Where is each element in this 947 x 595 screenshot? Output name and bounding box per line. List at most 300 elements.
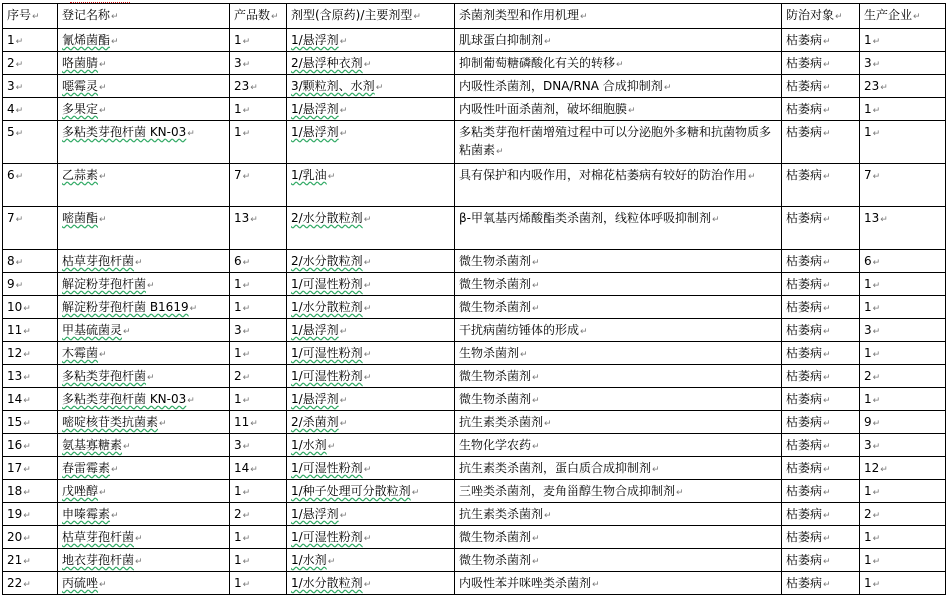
table-body	[3, 29, 946, 595]
paragraph-mark-icon: ↵	[99, 83, 107, 93]
formulation-cell: 3/颗粒剂、水剂↵	[287, 75, 455, 98]
paragraph-mark-icon: ↵	[496, 147, 504, 157]
paragraph-mark-icon: ↵	[823, 373, 831, 383]
formulation-cell: 1/水分散粒剂↵	[287, 572, 455, 595]
paragraph-mark-icon: ↵	[111, 465, 119, 475]
paragraph-mark-icon: ↵	[872, 350, 881, 360]
paragraph-mark-icon: ↵	[532, 258, 540, 268]
target-disease-cell: 枯萎病↵	[782, 572, 860, 595]
paragraph-mark-icon: ↵	[15, 37, 24, 47]
paragraph-mark-icon: ↵	[544, 419, 552, 429]
table-row	[3, 411, 946, 434]
formulation-cell: 1/悬浮剂↵	[287, 319, 455, 342]
paragraph-mark-icon: ↵	[823, 511, 831, 521]
paragraph-mark-icon: ↵	[23, 327, 31, 337]
paragraph-mark-icon: ↵	[532, 396, 540, 406]
registration-name-cell: 甲基硫菌灵↵	[58, 319, 230, 342]
mechanism-cell: 生物化学农药↵	[455, 434, 782, 457]
paragraph-mark-icon: ↵	[872, 419, 881, 429]
registration-name-cell: 咯菌腈↵	[58, 52, 230, 75]
paragraph-mark-icon: ↵	[823, 465, 831, 475]
table-row	[3, 273, 946, 296]
paragraph-mark-icon: ↵	[135, 557, 143, 567]
paragraph-mark-icon: ↵	[147, 281, 155, 291]
paragraph-mark-icon: ↵	[823, 580, 831, 590]
paragraph-mark-icon: ↵	[363, 580, 372, 590]
manufacturer-count-cell: 1↵	[860, 29, 946, 52]
product-count-cell: 1↵	[230, 342, 287, 365]
table-row	[3, 207, 946, 250]
mechanism-cell: 抗生素类杀菌剂，蛋白质合成抑制剂↵	[455, 457, 782, 480]
mechanism-cell: 抗生素类杀菌剂↵	[455, 411, 782, 434]
manufacturer-count-cell: 3↵	[860, 434, 946, 457]
paragraph-mark-icon: ↵	[99, 580, 107, 590]
paragraph-mark-icon: ↵	[111, 511, 119, 521]
paragraph-mark-icon: ↵	[628, 106, 636, 116]
paragraph-mark-icon: ↵	[363, 281, 372, 291]
mechanism-cell: 微生物杀菌剂↵	[455, 549, 782, 572]
registration-name-cell: 解淀粉芽孢杆菌↵	[58, 273, 230, 296]
row-number-cell: 14↵	[3, 388, 58, 411]
table-row	[3, 52, 946, 75]
paragraph-mark-icon: ↵	[23, 557, 31, 567]
paragraph-mark-icon: ↵	[880, 83, 888, 93]
paragraph-mark-icon: ↵	[823, 350, 831, 360]
target-disease-cell: 枯萎病↵	[782, 365, 860, 388]
manufacturer-count-cell: 1↵	[860, 273, 946, 296]
mechanism-cell: 内吸性苯并咪唑类杀菌剂↵	[455, 572, 782, 595]
formulation-cell: 1/悬浮剂↵	[287, 98, 455, 121]
paragraph-mark-icon: ↵	[363, 304, 372, 314]
paragraph-mark-icon: ↵	[242, 557, 251, 567]
paragraph-mark-icon: ↵	[242, 129, 251, 139]
paragraph-mark-icon: ↵	[872, 281, 881, 291]
paragraph-mark-icon: ↵	[823, 172, 831, 182]
product-count-cell: 3↵	[230, 52, 287, 75]
paragraph-mark-icon: ↵	[23, 304, 31, 314]
product-count-cell: 23↵	[230, 75, 287, 98]
paragraph-mark-icon: ↵	[339, 106, 348, 116]
header-cell: 防治对象↵	[782, 4, 860, 29]
table-row	[3, 480, 946, 503]
paragraph-mark-icon: ↵	[532, 534, 540, 544]
mechanism-cell: β-甲氧基丙烯酸酯类杀菌剂，线粒体呼吸抑制剂↵	[455, 207, 782, 250]
formulation-cell: 1/悬浮剂↵	[287, 503, 455, 526]
table-row	[3, 164, 946, 207]
paragraph-mark-icon: ↵	[99, 106, 107, 116]
formulation-cell: 1/乳油↵	[287, 164, 455, 207]
paragraph-mark-icon: ↵	[411, 488, 420, 498]
paragraph-mark-icon: ↵	[544, 37, 552, 47]
product-count-cell: 1↵	[230, 572, 287, 595]
product-count-cell: 1↵	[230, 121, 287, 164]
paragraph-mark-icon: ↵	[15, 106, 24, 116]
mechanism-cell: 多粘类芽孢杆菌增殖过程中可以分泌胞外多糖和抗菌物质多粘菌素↵	[455, 121, 782, 164]
paragraph-mark-icon: ↵	[748, 172, 756, 182]
row-number-cell: 12↵	[3, 342, 58, 365]
paragraph-mark-icon: ↵	[363, 534, 372, 544]
manufacturer-count-cell: 12↵	[860, 457, 946, 480]
manufacturer-count-cell: 13↵	[860, 207, 946, 250]
paragraph-mark-icon: ↵	[99, 172, 107, 182]
registration-name-cell: 丙硫唑↵	[58, 572, 230, 595]
registration-name-cell: 枯草芽孢杆菌↵	[58, 250, 230, 273]
product-count-cell: 14↵	[230, 457, 287, 480]
registration-name-cell: 解淀粉芽孢杆菌 B1619↵	[58, 296, 230, 319]
manufacturer-count-cell: 1↵	[860, 572, 946, 595]
product-count-cell: 2↵	[230, 503, 287, 526]
paragraph-mark-icon: ↵	[23, 396, 31, 406]
product-count-cell: 1↵	[230, 526, 287, 549]
target-disease-cell: 枯萎病↵	[782, 503, 860, 526]
table-row	[3, 549, 946, 572]
paragraph-mark-icon: ↵	[872, 442, 881, 452]
table-row	[3, 319, 946, 342]
paragraph-mark-icon: ↵	[187, 396, 195, 406]
table-row	[3, 434, 946, 457]
row-number-cell: 21↵	[3, 549, 58, 572]
paragraph-mark-icon: ↵	[23, 465, 31, 475]
product-count-cell: 1↵	[230, 29, 287, 52]
row-number-cell: 3↵	[3, 75, 58, 98]
mechanism-cell: 微生物杀菌剂↵	[455, 273, 782, 296]
paragraph-mark-icon: ↵	[880, 465, 888, 475]
paragraph-mark-icon: ↵	[532, 304, 540, 314]
paragraph-mark-icon: ↵	[676, 488, 684, 498]
paragraph-mark-icon: ↵	[242, 327, 251, 337]
paragraph-mark-icon: ↵	[339, 511, 348, 521]
paragraph-mark-icon: ↵	[23, 419, 31, 429]
paragraph-mark-icon: ↵	[15, 172, 24, 182]
paragraph-mark-icon: ↵	[242, 281, 251, 291]
manufacturer-count-cell: 1↵	[860, 342, 946, 365]
paragraph-mark-icon: ↵	[242, 60, 251, 70]
paragraph-mark-icon: ↵	[375, 83, 384, 93]
paragraph-mark-icon: ↵	[123, 442, 131, 452]
paragraph-mark-icon: ↵	[823, 215, 831, 225]
paragraph-mark-icon: ↵	[872, 488, 881, 498]
target-disease-cell: 枯萎病↵	[782, 273, 860, 296]
target-disease-cell: 枯萎病↵	[782, 75, 860, 98]
paragraph-mark-icon: ↵	[15, 281, 24, 291]
paragraph-mark-icon: ↵	[823, 83, 831, 93]
mechanism-cell: 微生物杀菌剂↵	[455, 526, 782, 549]
row-number-cell: 16↵	[3, 434, 58, 457]
product-count-cell: 1↵	[230, 480, 287, 503]
row-number-cell: 8↵	[3, 250, 58, 273]
paragraph-mark-icon: ↵	[250, 215, 258, 225]
formulation-cell: 2/水分散粒剂↵	[287, 250, 455, 273]
mechanism-cell: 微生物杀菌剂↵	[455, 388, 782, 411]
paragraph-mark-icon: ↵	[823, 534, 831, 544]
paragraph-mark-icon: ↵	[250, 465, 258, 475]
table-row	[3, 250, 946, 273]
formulation-cell: 1/水剂↵	[287, 434, 455, 457]
row-number-cell: 7↵	[3, 207, 58, 250]
paragraph-mark-icon: ↵	[242, 488, 251, 498]
formulation-cell: 1/种子处理可分散粒剂↵	[287, 480, 455, 503]
product-count-cell: 1↵	[230, 296, 287, 319]
target-disease-cell: 枯萎病↵	[782, 164, 860, 207]
mechanism-cell: 微生物杀菌剂↵	[455, 365, 782, 388]
paragraph-mark-icon: ↵	[242, 511, 251, 521]
paragraph-mark-icon: ↵	[242, 350, 251, 360]
target-disease-cell: 枯萎病↵	[782, 549, 860, 572]
target-disease-cell: 枯萎病↵	[782, 319, 860, 342]
manufacturer-count-cell: 2↵	[860, 365, 946, 388]
paragraph-mark-icon: ↵	[23, 373, 31, 383]
paragraph-mark-icon: ↵	[532, 281, 540, 291]
product-count-cell: 13↵	[230, 207, 287, 250]
target-disease-cell: 枯萎病↵	[782, 296, 860, 319]
paragraph-mark-icon: ↵	[242, 534, 251, 544]
target-disease-cell: 枯萎病↵	[782, 388, 860, 411]
header-cell: 序号↵	[3, 4, 58, 29]
formulation-cell: 1/可湿性粉剂↵	[287, 365, 455, 388]
paragraph-mark-icon: ↵	[23, 442, 31, 452]
paragraph-mark-icon: ↵	[823, 557, 831, 567]
table-row	[3, 572, 946, 595]
table-row	[3, 526, 946, 549]
paragraph-mark-icon: ↵	[250, 83, 258, 93]
target-disease-cell: 枯萎病↵	[782, 250, 860, 273]
paragraph-mark-icon: ↵	[15, 60, 24, 70]
row-number-cell: 6↵	[3, 164, 58, 207]
paragraph-mark-icon: ↵	[23, 511, 31, 521]
paragraph-mark-icon: ↵	[99, 350, 107, 360]
formulation-cell: 1/水剂↵	[287, 549, 455, 572]
registration-name-cell: 嘧菌酯↵	[58, 207, 230, 250]
paragraph-mark-icon: ↵	[339, 419, 348, 429]
mechanism-cell: 肌球蛋白抑制剂↵	[455, 29, 782, 52]
paragraph-mark-icon: ↵	[187, 129, 195, 139]
mechanism-cell: 干扰病菌纺锤体的形成↵	[455, 319, 782, 342]
paragraph-mark-icon: ↵	[872, 327, 881, 337]
registration-name-cell: 戊唑醇↵	[58, 480, 230, 503]
formulation-cell: 1/悬浮剂↵	[287, 29, 455, 52]
table-row	[3, 388, 946, 411]
paragraph-mark-icon: ↵	[872, 172, 881, 182]
manufacturer-count-cell: 2↵	[860, 503, 946, 526]
table-row	[3, 365, 946, 388]
paragraph-mark-icon: ↵	[872, 106, 881, 116]
paragraph-mark-icon: ↵	[242, 373, 251, 383]
mechanism-cell: 内吸性叶面杀菌剂，破坏细胞膜↵	[455, 98, 782, 121]
paragraph-mark-icon: ↵	[532, 557, 540, 567]
paragraph-mark-icon: ↵	[242, 37, 251, 47]
product-count-cell: 2↵	[230, 365, 287, 388]
paragraph-mark-icon: ↵	[339, 327, 348, 337]
registration-name-cell: 多粘类芽孢杆菌 KN-03↵	[58, 388, 230, 411]
registration-name-cell: 乙蒜素↵	[58, 164, 230, 207]
header-cell: 杀菌剂类型和作用机理↵	[455, 4, 782, 29]
table-row	[3, 296, 946, 319]
row-number-cell: 10↵	[3, 296, 58, 319]
manufacturer-count-cell: 9↵	[860, 411, 946, 434]
paragraph-mark-icon: ↵	[823, 419, 831, 429]
product-count-cell: 11↵	[230, 411, 287, 434]
paragraph-mark-icon: ↵	[327, 172, 336, 182]
manufacturer-count-cell: 7↵	[860, 164, 946, 207]
paragraph-mark-icon: ↵	[580, 327, 588, 337]
product-count-cell: 1↵	[230, 273, 287, 296]
paragraph-mark-icon: ↵	[159, 419, 167, 429]
row-number-cell: 17↵	[3, 457, 58, 480]
paragraph-mark-icon: ↵	[823, 304, 831, 314]
paragraph-mark-icon: ↵	[339, 129, 348, 139]
paragraph-mark-icon: ↵	[872, 557, 881, 567]
paragraph-mark-icon: ↵	[99, 215, 107, 225]
paragraph-mark-icon: ↵	[823, 258, 831, 268]
product-count-cell: 6↵	[230, 250, 287, 273]
formulation-cell: 1/悬浮剂↵	[287, 388, 455, 411]
paragraph-mark-icon: ↵	[823, 129, 831, 139]
formulation-cell: 1/悬浮剂↵	[287, 121, 455, 164]
registration-name-cell: 木霉菌↵	[58, 342, 230, 365]
paragraph-mark-icon: ↵	[327, 442, 336, 452]
paragraph-mark-icon: ↵	[339, 396, 348, 406]
paragraph-mark-icon: ↵	[242, 304, 251, 314]
paragraph-mark-icon: ↵	[872, 129, 881, 139]
paragraph-mark-icon: ↵	[23, 350, 31, 360]
target-disease-cell: 枯萎病↵	[782, 526, 860, 549]
paragraph-mark-icon: ↵	[823, 106, 831, 116]
paragraph-mark-icon: ↵	[520, 350, 528, 360]
paragraph-mark-icon: ↵	[712, 215, 720, 225]
target-disease-cell: 枯萎病↵	[782, 98, 860, 121]
row-number-cell: 4↵	[3, 98, 58, 121]
formulation-cell: 2/水分散粒剂↵	[287, 207, 455, 250]
row-number-cell: 19↵	[3, 503, 58, 526]
paragraph-mark-icon: ↵	[823, 442, 831, 452]
registration-name-cell: 噁霉灵↵	[58, 75, 230, 98]
paragraph-mark-icon: ↵	[872, 373, 881, 383]
paragraph-mark-icon: ↵	[99, 60, 107, 70]
paragraph-mark-icon: ↵	[242, 258, 251, 268]
target-disease-cell: 枯萎病↵	[782, 52, 860, 75]
formulation-cell: 1/水分散粒剂↵	[287, 296, 455, 319]
row-number-cell: 2↵	[3, 52, 58, 75]
row-number-cell: 9↵	[3, 273, 58, 296]
table-header-row	[3, 4, 946, 29]
target-disease-cell: 枯萎病↵	[782, 480, 860, 503]
paragraph-mark-icon: ↵	[15, 258, 24, 268]
paragraph-mark-icon: ↵	[339, 37, 348, 47]
product-count-cell: 1↵	[230, 388, 287, 411]
table-row	[3, 457, 946, 480]
target-disease-cell: 枯萎病↵	[782, 207, 860, 250]
formulation-cell: 1/可湿性粉剂↵	[287, 457, 455, 480]
header-cell: 生产企业↵	[860, 4, 946, 29]
mechanism-cell: 抗生素类杀菌剂↵	[455, 503, 782, 526]
paragraph-mark-icon: ↵	[363, 60, 372, 70]
table-row	[3, 29, 946, 52]
manufacturer-count-cell: 3↵	[860, 319, 946, 342]
table-row	[3, 342, 946, 365]
row-number-cell: 1↵	[3, 29, 58, 52]
mechanism-cell: 抑制葡萄糖磷酸化有关的转移↵	[455, 52, 782, 75]
table-row	[3, 121, 946, 164]
target-disease-cell: 枯萎病↵	[782, 457, 860, 480]
formulation-cell: 2/悬浮种衣剂↵	[287, 52, 455, 75]
manufacturer-count-cell: 1↵	[860, 480, 946, 503]
row-number-cell: 5↵	[3, 121, 58, 164]
table-row	[3, 503, 946, 526]
paragraph-mark-icon: ↵	[250, 419, 258, 429]
paragraph-mark-icon: ↵	[242, 106, 251, 116]
paragraph-mark-icon: ↵	[616, 60, 624, 70]
paragraph-mark-icon: ↵	[23, 580, 31, 590]
paragraph-mark-icon: ↵	[242, 580, 251, 590]
paragraph-mark-icon: ↵	[189, 304, 198, 314]
fungicide-registration-table	[2, 3, 946, 595]
paragraph-mark-icon: ↵	[363, 215, 372, 225]
manufacturer-count-cell: 1↵	[860, 388, 946, 411]
paragraph-mark-icon: ↵	[872, 37, 881, 47]
paragraph-mark-icon: ↵	[872, 511, 881, 521]
paragraph-mark-icon: ↵	[135, 534, 143, 544]
paragraph-mark-icon: ↵	[99, 488, 107, 498]
registration-name-cell: 申嗪霉素↵	[58, 503, 230, 526]
registration-name-cell: 地衣芽孢杆菌↵	[58, 549, 230, 572]
paragraph-mark-icon: ↵	[823, 37, 831, 47]
paragraph-mark-icon: ↵	[242, 172, 251, 182]
paragraph-mark-icon: ↵	[544, 511, 552, 521]
manufacturer-count-cell: 3↵	[860, 52, 946, 75]
target-disease-cell: 枯萎病↵	[782, 342, 860, 365]
product-count-cell: 1↵	[230, 98, 287, 121]
paragraph-mark-icon: ↵	[872, 580, 881, 590]
paragraph-mark-icon: ↵	[363, 373, 372, 383]
registration-name-cell: 多粘类芽孢杆菌↵	[58, 365, 230, 388]
manufacturer-count-cell: 6↵	[860, 250, 946, 273]
formulation-cell: 1/可湿性粉剂↵	[287, 273, 455, 296]
paragraph-mark-icon: ↵	[23, 488, 31, 498]
paragraph-mark-icon: ↵	[532, 373, 540, 383]
manufacturer-count-cell: 1↵	[860, 121, 946, 164]
formulation-cell: 1/可湿性粉剂↵	[287, 342, 455, 365]
paragraph-mark-icon: ↵	[123, 327, 131, 337]
paragraph-mark-icon: ↵	[872, 534, 881, 544]
paragraph-mark-icon: ↵	[823, 327, 831, 337]
registration-name-cell: 枯草芽孢杆菌↵	[58, 526, 230, 549]
manufacturer-count-cell: 1↵	[860, 98, 946, 121]
target-disease-cell: 枯萎病↵	[782, 121, 860, 164]
paragraph-mark-icon: ↵	[823, 488, 831, 498]
paragraph-mark-icon: ↵	[872, 258, 881, 268]
paragraph-mark-icon: ↵	[872, 304, 881, 314]
paragraph-mark-icon: ↵	[242, 396, 251, 406]
mechanism-cell: 微生物杀菌剂↵	[455, 250, 782, 273]
paragraph-mark-icon: ↵	[872, 396, 881, 406]
row-number-cell: 20↵	[3, 526, 58, 549]
row-number-cell: 13↵	[3, 365, 58, 388]
paragraph-mark-icon: ↵	[532, 442, 540, 452]
manufacturer-count-cell: 1↵	[860, 526, 946, 549]
header-cell: 产品数↵	[230, 4, 287, 29]
header-cell: 登记名称↵	[58, 4, 230, 29]
paragraph-mark-icon: ↵	[823, 281, 831, 291]
registration-name-cell: 氰烯菌酯↵	[58, 29, 230, 52]
paragraph-mark-icon: ↵	[147, 373, 155, 383]
paragraph-mark-icon: ↵	[363, 258, 372, 268]
mechanism-cell: 三唑类杀菌剂，麦角甾醇生物合成抑制剂↵	[455, 480, 782, 503]
product-count-cell: 7↵	[230, 164, 287, 207]
registration-name-cell: 氨基寡糖素↵	[58, 434, 230, 457]
paragraph-mark-icon: ↵	[872, 60, 881, 70]
registration-name-cell: 春雷霉素↵	[58, 457, 230, 480]
product-count-cell: 3↵	[230, 319, 287, 342]
